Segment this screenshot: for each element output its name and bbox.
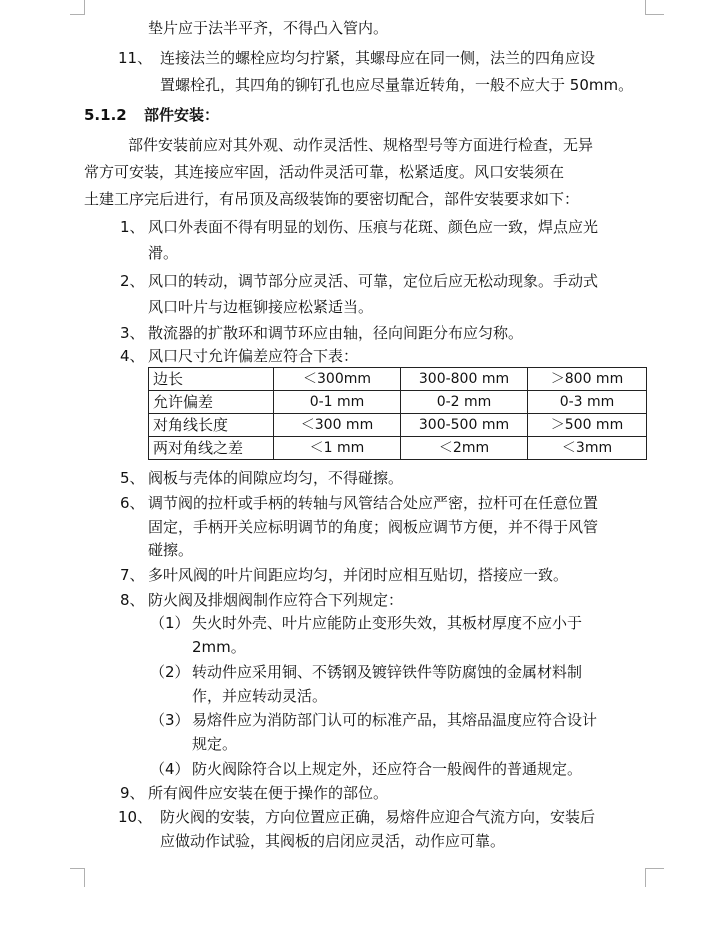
text-line: 风口外表面不得有明显的划伤、压痕与花斑、颜色应一致，焊点应光 bbox=[148, 218, 599, 236]
table-row bbox=[149, 391, 647, 414]
item-number: 1、 bbox=[120, 218, 145, 236]
item-number: 8、 bbox=[120, 591, 145, 609]
text-line: 易熔件应为消防部门认可的标准产品，其熔品温度应符合设计 bbox=[192, 711, 598, 729]
tolerance-table bbox=[148, 367, 647, 460]
table-cell: 边长 bbox=[149, 368, 274, 391]
text-line: 垫片应于法半平齐，不得凸入管内。 bbox=[148, 19, 389, 37]
text-line: 风口的转动，调节部分应灵活、可靠，定位后应无松动现象。手动式 bbox=[148, 272, 599, 290]
table-row bbox=[149, 437, 647, 460]
text-line: 连接法兰的螺栓应均匀拧紧，其螺母应在同一侧，法兰的四角应设 bbox=[160, 49, 596, 67]
item-number: 2、 bbox=[120, 272, 145, 290]
table-cell: ＞500 mm bbox=[528, 414, 647, 437]
table-cell: ＜300mm bbox=[274, 368, 401, 391]
table-cell: 0-1 mm bbox=[274, 391, 401, 414]
text-line: 转动件应采用铜、不锈钢及镀锌铁件等防腐蚀的金属材料制 bbox=[192, 663, 583, 681]
text-line: 防火阀的安装，方向位置应正确，易熔件应迎合气流方向，安装后 bbox=[160, 808, 596, 826]
text-line: 调节阀的拉杆或手柄的转轴与风管结合处应严密，拉杆可在任意位置 bbox=[148, 494, 599, 512]
table-cell: 允许偏差 bbox=[149, 391, 274, 414]
table-cell: ＜2mm bbox=[401, 437, 528, 460]
table-row bbox=[149, 414, 647, 437]
table-cell: 300-800 mm bbox=[401, 368, 528, 391]
table-cell: 两对角线之差 bbox=[149, 437, 274, 460]
margin-mark-bottom-left bbox=[70, 868, 85, 887]
table-cell: 0-2 mm bbox=[401, 391, 528, 414]
table-cell: ＜300 mm bbox=[274, 414, 401, 437]
text-line: 阀板与壳体的间隙应均匀，不得碰擦。 bbox=[148, 469, 404, 487]
text-line: 防火阀除符合以上规定外，还应符合一般阀件的普通规定。 bbox=[192, 760, 583, 778]
text-line: 固定，手柄开关应标明调节的角度；阀板应调节方便，并不得于风管 bbox=[148, 518, 599, 536]
item-number: 10、 bbox=[118, 808, 153, 826]
text-line: 作，并应转动灵活。 bbox=[192, 687, 328, 705]
text-line: 常方可安装，其连接应牢固，活动件灵活可靠，松紧适度。风口安装须在 bbox=[84, 163, 565, 181]
sub-item-number: （4） bbox=[150, 760, 190, 778]
text-line: 应做动作试验，其阀板的启闭应灵活，动作应可靠。 bbox=[160, 832, 506, 850]
text-line: 风口叶片与边框铆接应松紧适当。 bbox=[148, 298, 374, 316]
section-title: 部件安装： bbox=[144, 106, 220, 124]
item-number: 7、 bbox=[120, 566, 145, 584]
text-line: 部件安装前应对其外观、动作灵活性、规格型号等方面进行检查，无异 bbox=[128, 136, 594, 154]
item-number: 4、 bbox=[120, 347, 145, 365]
sub-item-number: （3） bbox=[150, 711, 190, 729]
text-line: 碰擦。 bbox=[148, 541, 194, 559]
table-cell: ＞800 mm bbox=[528, 368, 647, 391]
table-cell: ＜3mm bbox=[528, 437, 647, 460]
item-number: 5、 bbox=[120, 469, 145, 487]
text-line: 2mm。 bbox=[192, 638, 246, 656]
sub-item-number: （1） bbox=[150, 614, 190, 632]
table-cell: 300-500 mm bbox=[401, 414, 528, 437]
text-line: 失火时外壳、叶片应能防止变形失效，其板材厚度不应小于 bbox=[192, 614, 583, 632]
item-number: 3、 bbox=[120, 324, 145, 342]
item-number: 6、 bbox=[120, 494, 145, 512]
text-line: 防火阀及排烟阀制作应符合下列规定： bbox=[148, 591, 404, 609]
text-line: 风口尺寸允许偏差应符合下表： bbox=[148, 347, 359, 365]
text-line: 所有阀件应安装在便于操作的部位。 bbox=[148, 784, 389, 802]
sub-item-number: （2） bbox=[150, 663, 190, 681]
table-row bbox=[149, 368, 647, 391]
item-number: 9、 bbox=[120, 784, 145, 802]
text-line: 散流器的扩散环和调节环应由轴，径向间距分布应匀称。 bbox=[148, 324, 524, 342]
table-cell: 对角线长度 bbox=[149, 414, 274, 437]
text-line: 置螺栓孔，其四角的铆钉孔也应尽量靠近转角，一般不应大于 50mm。 bbox=[160, 76, 634, 94]
table-cell: ＜1 mm bbox=[274, 437, 401, 460]
table-cell: 0-3 mm bbox=[528, 391, 647, 414]
text-line: 滑。 bbox=[148, 244, 179, 262]
text-line: 土建工序完后进行，有吊顶及高级装饰的要密切配合，部件安装要求如下： bbox=[84, 190, 580, 208]
margin-mark-top-left bbox=[70, 0, 85, 15]
item-number: 11、 bbox=[118, 49, 153, 67]
text-line: 规定。 bbox=[192, 735, 238, 753]
margin-mark-top-right bbox=[645, 0, 664, 15]
section-number: 5.1.2 bbox=[84, 106, 127, 124]
text-line: 多叶风阀的叶片间距应均匀，并闭时应相互贴切，搭接应一致。 bbox=[148, 566, 569, 584]
margin-mark-bottom-right bbox=[645, 868, 664, 887]
